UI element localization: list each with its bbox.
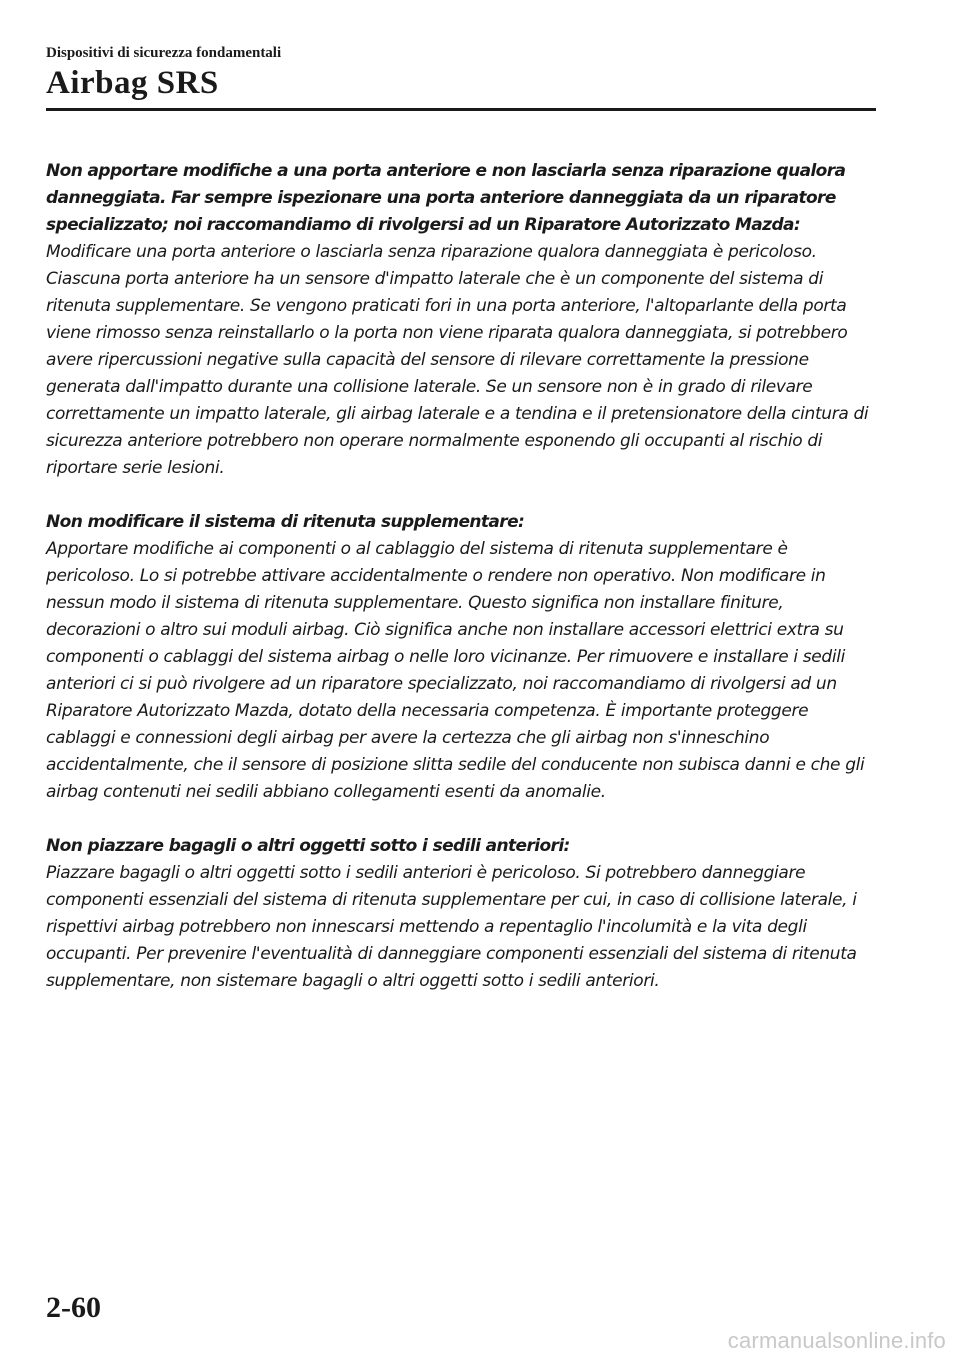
warning-body: Piazzare bagagli o altri oggetti sotto i sedili anteriori è pericoloso. Si potrebbero danneggiare componenti essenziali del sistema di ritenuta supplementare per cui, in caso di collisione laterale, i rispettivi airbag potrebbero non innescarsi mettendo a repentaglio l'incolumità e la vita degli occupanti. Per prevenire l'eventualità di danneggiare componenti essenziali del sistema di ritenuta supplementare, non sistemare bagagli o altri oggetti sotto i sedili anteriori. [46, 863, 857, 991]
warning-heading: Non piazzare bagagli o altri oggetti sotto i sedili anteriori: [46, 836, 570, 856]
warning-front-door [46, 158, 876, 482]
warning-under-seats [46, 833, 876, 995]
warning-heading: Non modificare il sistema di ritenuta supplementare: [46, 512, 525, 532]
section-label: Dispositivi di sicurezza fondamentali [46, 45, 282, 61]
page-title: Airbag SRS [46, 65, 219, 101]
page-header [46, 44, 876, 102]
warning-modify-system [46, 509, 876, 806]
warning-heading: Non apportare modifiche a una porta anteriore e non lasciarla senza riparazione qualora danneggiata. Far sempre ispezionare una porta anteriore danneggiata da un riparatore specializzato; noi raccomandiamo di rivolgersi ad un Riparatore Autorizzato Mazda: [46, 161, 846, 235]
title-divider [46, 108, 876, 111]
page-number: 2-60 [46, 1291, 101, 1324]
warning-list [46, 158, 876, 1022]
warning-body: Apportare modifiche ai componenti o al cablaggio del sistema di ritenuta supplementare è pericoloso. Lo si potrebbe attivare accidentalmente o rendere non operativo. Non modificare in nessun modo il sistema di ritenuta supplementare. Questo significa non installare finiture, decorazioni o altro sui moduli airbag. Ciò significa anche non installare accessori elettrici extra su componenti o cablaggi del sistema airbag o nelle loro vicinanze. Per rimuovere e installare i sedili anteriori ci si può rivolgere ad un riparatore specializzato, noi raccomandiamo di rivolgersi ad un Riparatore Autorizzato Mazda, dotato della necessaria competenza. È importante proteggere cablaggi e connessioni degli airbag per avere la certezza che gli airbag non s'inneschino accidentalmente, che il sensore di posizione slitta sedile del conducente non subisca danni e che gli airbag contenuti nei sedili abbiano collegamenti esenti da anomalie. [46, 539, 865, 802]
watermark: carmanualsonline.info [727, 1328, 946, 1353]
warning-body: Modificare una porta anteriore o lasciarla senza riparazione qualora danneggiata è pericoloso. Ciascuna porta anteriore ha un sensore d'impatto laterale che è un componente del sistema di ritenuta supplementare. Se vengono praticati fori in una porta anteriore, l'altoparlante della porta viene rimosso senza reinstallarlo o la porta non viene riparata qualora danneggiata, si potrebbero avere ripercussioni negative sulla capacità del sensore di rilevare correttamente la pressione generata dall'impatto durante una collisione laterale. Se un sensore non è in grado di rilevare correttamente un impatto laterale, gli airbag laterale e a tendina e il pretensionatore della cintura di sicurezza anteriore potrebbero non operare normalmente esponendo gli occupanti al rischio di riportare serie lesioni. [46, 242, 869, 478]
